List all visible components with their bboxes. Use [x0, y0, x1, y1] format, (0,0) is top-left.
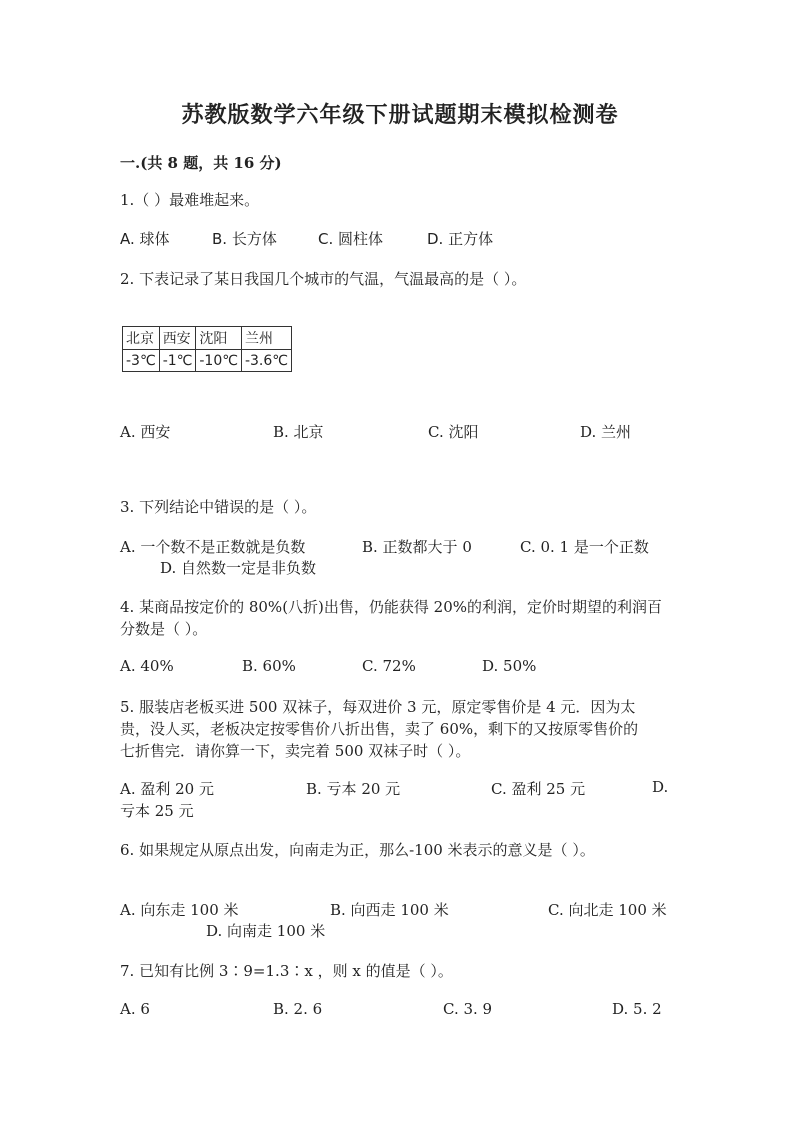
q2-option-c[interactable]: C. 沈阳	[428, 423, 479, 441]
table-cell-city: 北京	[123, 327, 160, 350]
q6-option-b[interactable]: B. 向西走 100 米	[330, 901, 449, 919]
q7-option-b[interactable]: B. 2. 6	[273, 1000, 323, 1018]
temperature-table	[122, 326, 292, 372]
q2-option-b[interactable]: B. 北京	[273, 423, 324, 441]
question-2-stem: 2. 下表记录了某日我国几个城市的气温，气温最高的是（ ）。	[120, 270, 527, 288]
q5-option-c[interactable]: C. 盈利 25 元	[491, 780, 586, 798]
table-cell-temp: -10℃	[196, 350, 242, 372]
q7-option-d[interactable]: D. 5. 2	[612, 1000, 662, 1018]
q4-option-a[interactable]: A. 40%	[120, 657, 174, 675]
question-6-stem: 6. 如果规定从原点出发，向南走为正，那么-100 米表示的意义是（ ）。	[120, 841, 595, 859]
q5-option-a[interactable]: A. 盈利 20 元	[120, 780, 214, 798]
question-4-stem-line2: 分数是（ ）。	[120, 620, 208, 638]
table-cell-city: 沈阳	[196, 327, 242, 350]
table-cell-temp: -3.6℃	[241, 350, 291, 372]
q5-option-d[interactable]: D.	[652, 778, 669, 796]
q5-option-d-text[interactable]: 亏本 25 元	[120, 802, 194, 820]
table-cell-temp: -1℃	[159, 350, 196, 372]
q1-option-b[interactable]: B. 长方体	[212, 230, 277, 248]
q3-option-c[interactable]: C. 0. 1 是一个正数	[520, 538, 649, 556]
q1-option-c[interactable]: C. 圆柱体	[318, 230, 384, 248]
table-cell-temp: -3℃	[123, 350, 160, 372]
q4-option-d[interactable]: D. 50%	[482, 657, 537, 675]
question-4-stem-line1: 4. 某商品按定价的 80%(八折)出售，仍能获得 20%的利润，定价时期望的利润百	[120, 598, 663, 616]
q3-option-d[interactable]: D. 自然数一定是非负数	[160, 559, 317, 577]
q3-option-a[interactable]: A. 一个数不是正数就是负数	[120, 538, 306, 556]
section-heading: 一.(共 8 题，共 16 分)	[120, 154, 282, 172]
q2-option-d[interactable]: D. 兰州	[580, 423, 632, 441]
table-row-temps	[123, 350, 292, 372]
question-7-stem: 7. 已知有比例 3∶9=1.3∶x ，则 x 的值是（ ）。	[120, 962, 453, 980]
q6-option-c[interactable]: C. 向北走 100 米	[548, 901, 667, 919]
table-cell-city: 兰州	[241, 327, 291, 350]
page-title: 苏教版数学六年级下册试题期末模拟检测卷	[181, 102, 619, 128]
q7-option-a[interactable]: A. 6	[120, 1000, 150, 1018]
q4-option-c[interactable]: C. 72%	[362, 657, 416, 675]
question-3-stem: 3. 下列结论中错误的是（ ）。	[120, 498, 317, 516]
q2-option-a[interactable]: A. 西安	[120, 423, 171, 441]
q6-option-a[interactable]: A. 向东走 100 米	[120, 901, 239, 919]
question-5-stem-line2: 贵，没人买，老板决定按零售价八折出售，卖了 60%，剩下的又按原零售价的	[120, 720, 639, 738]
q6-option-d[interactable]: D. 向南走 100 米	[206, 922, 326, 940]
table-cell-city: 西安	[159, 327, 196, 350]
table-row-cities	[123, 327, 292, 350]
q3-option-b[interactable]: B. 正数都大于 0	[362, 538, 472, 556]
q1-option-a[interactable]: A. 球体	[120, 230, 170, 248]
q5-option-b[interactable]: B. 亏本 20 元	[306, 780, 401, 798]
q4-option-b[interactable]: B. 60%	[242, 657, 296, 675]
question-5-stem-line1: 5. 服装店老板买进 500 双袜子，每双进价 3 元，原定零售价是 4 元．因为太	[120, 698, 636, 716]
question-5-stem-line3: 七折售完．请你算一下，卖完着 500 双袜子时（ ）。	[120, 742, 471, 760]
q7-option-c[interactable]: C. 3. 9	[443, 1000, 493, 1018]
question-1-stem: 1.（ ）最难堆起来。	[120, 191, 260, 209]
q1-option-d[interactable]: D. 正方体	[427, 230, 494, 248]
